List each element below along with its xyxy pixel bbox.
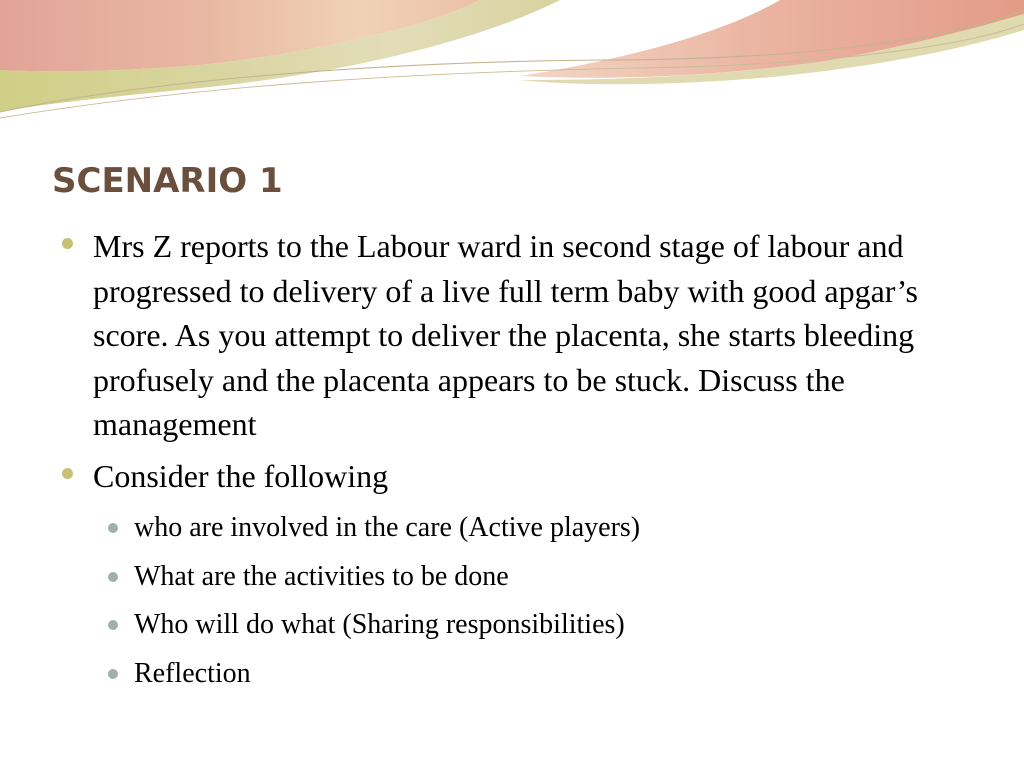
sub-bullet-item [93,553,980,602]
sub-bullet-text: Who will do what (Sharing responsibilities) [134,609,625,640]
sub-bullet-list [93,504,980,698]
bullet-text: Consider the following [93,457,389,494]
bullet-text: Mrs Z reports to the Labour ward in second stage of labour and progressed to delivery of a live full term baby with good apgar’s score. As you attempt to deliver the placenta, she starts bleeding profusely and the placenta appears to be stuck. Discuss the management [93,228,918,442]
bullet-dot-icon [62,238,73,249]
sub-bullet-item [93,650,980,699]
sub-bullet-text: who are involved in the care (Active players) [134,512,641,543]
sub-bullet-text: What are the activities to be done [134,560,509,592]
slide-body [60,224,980,705]
slide-title: SCENARIO 1 [52,161,283,201]
sub-bullet-dot-icon [108,669,118,679]
header-wave-decoration [0,0,1024,130]
sub-bullet-dot-icon [108,523,118,533]
bullet-list [60,224,980,698]
sub-bullet-text: Reflection [134,657,251,689]
sub-bullet-dot-icon [108,620,118,630]
sub-bullet-item [93,504,980,553]
bullet-item-scenario [60,224,980,447]
sub-bullet-item [93,601,980,650]
bullet-dot-icon [62,468,73,479]
bullet-item-consider [60,454,980,699]
sub-bullet-dot-icon [108,572,118,582]
